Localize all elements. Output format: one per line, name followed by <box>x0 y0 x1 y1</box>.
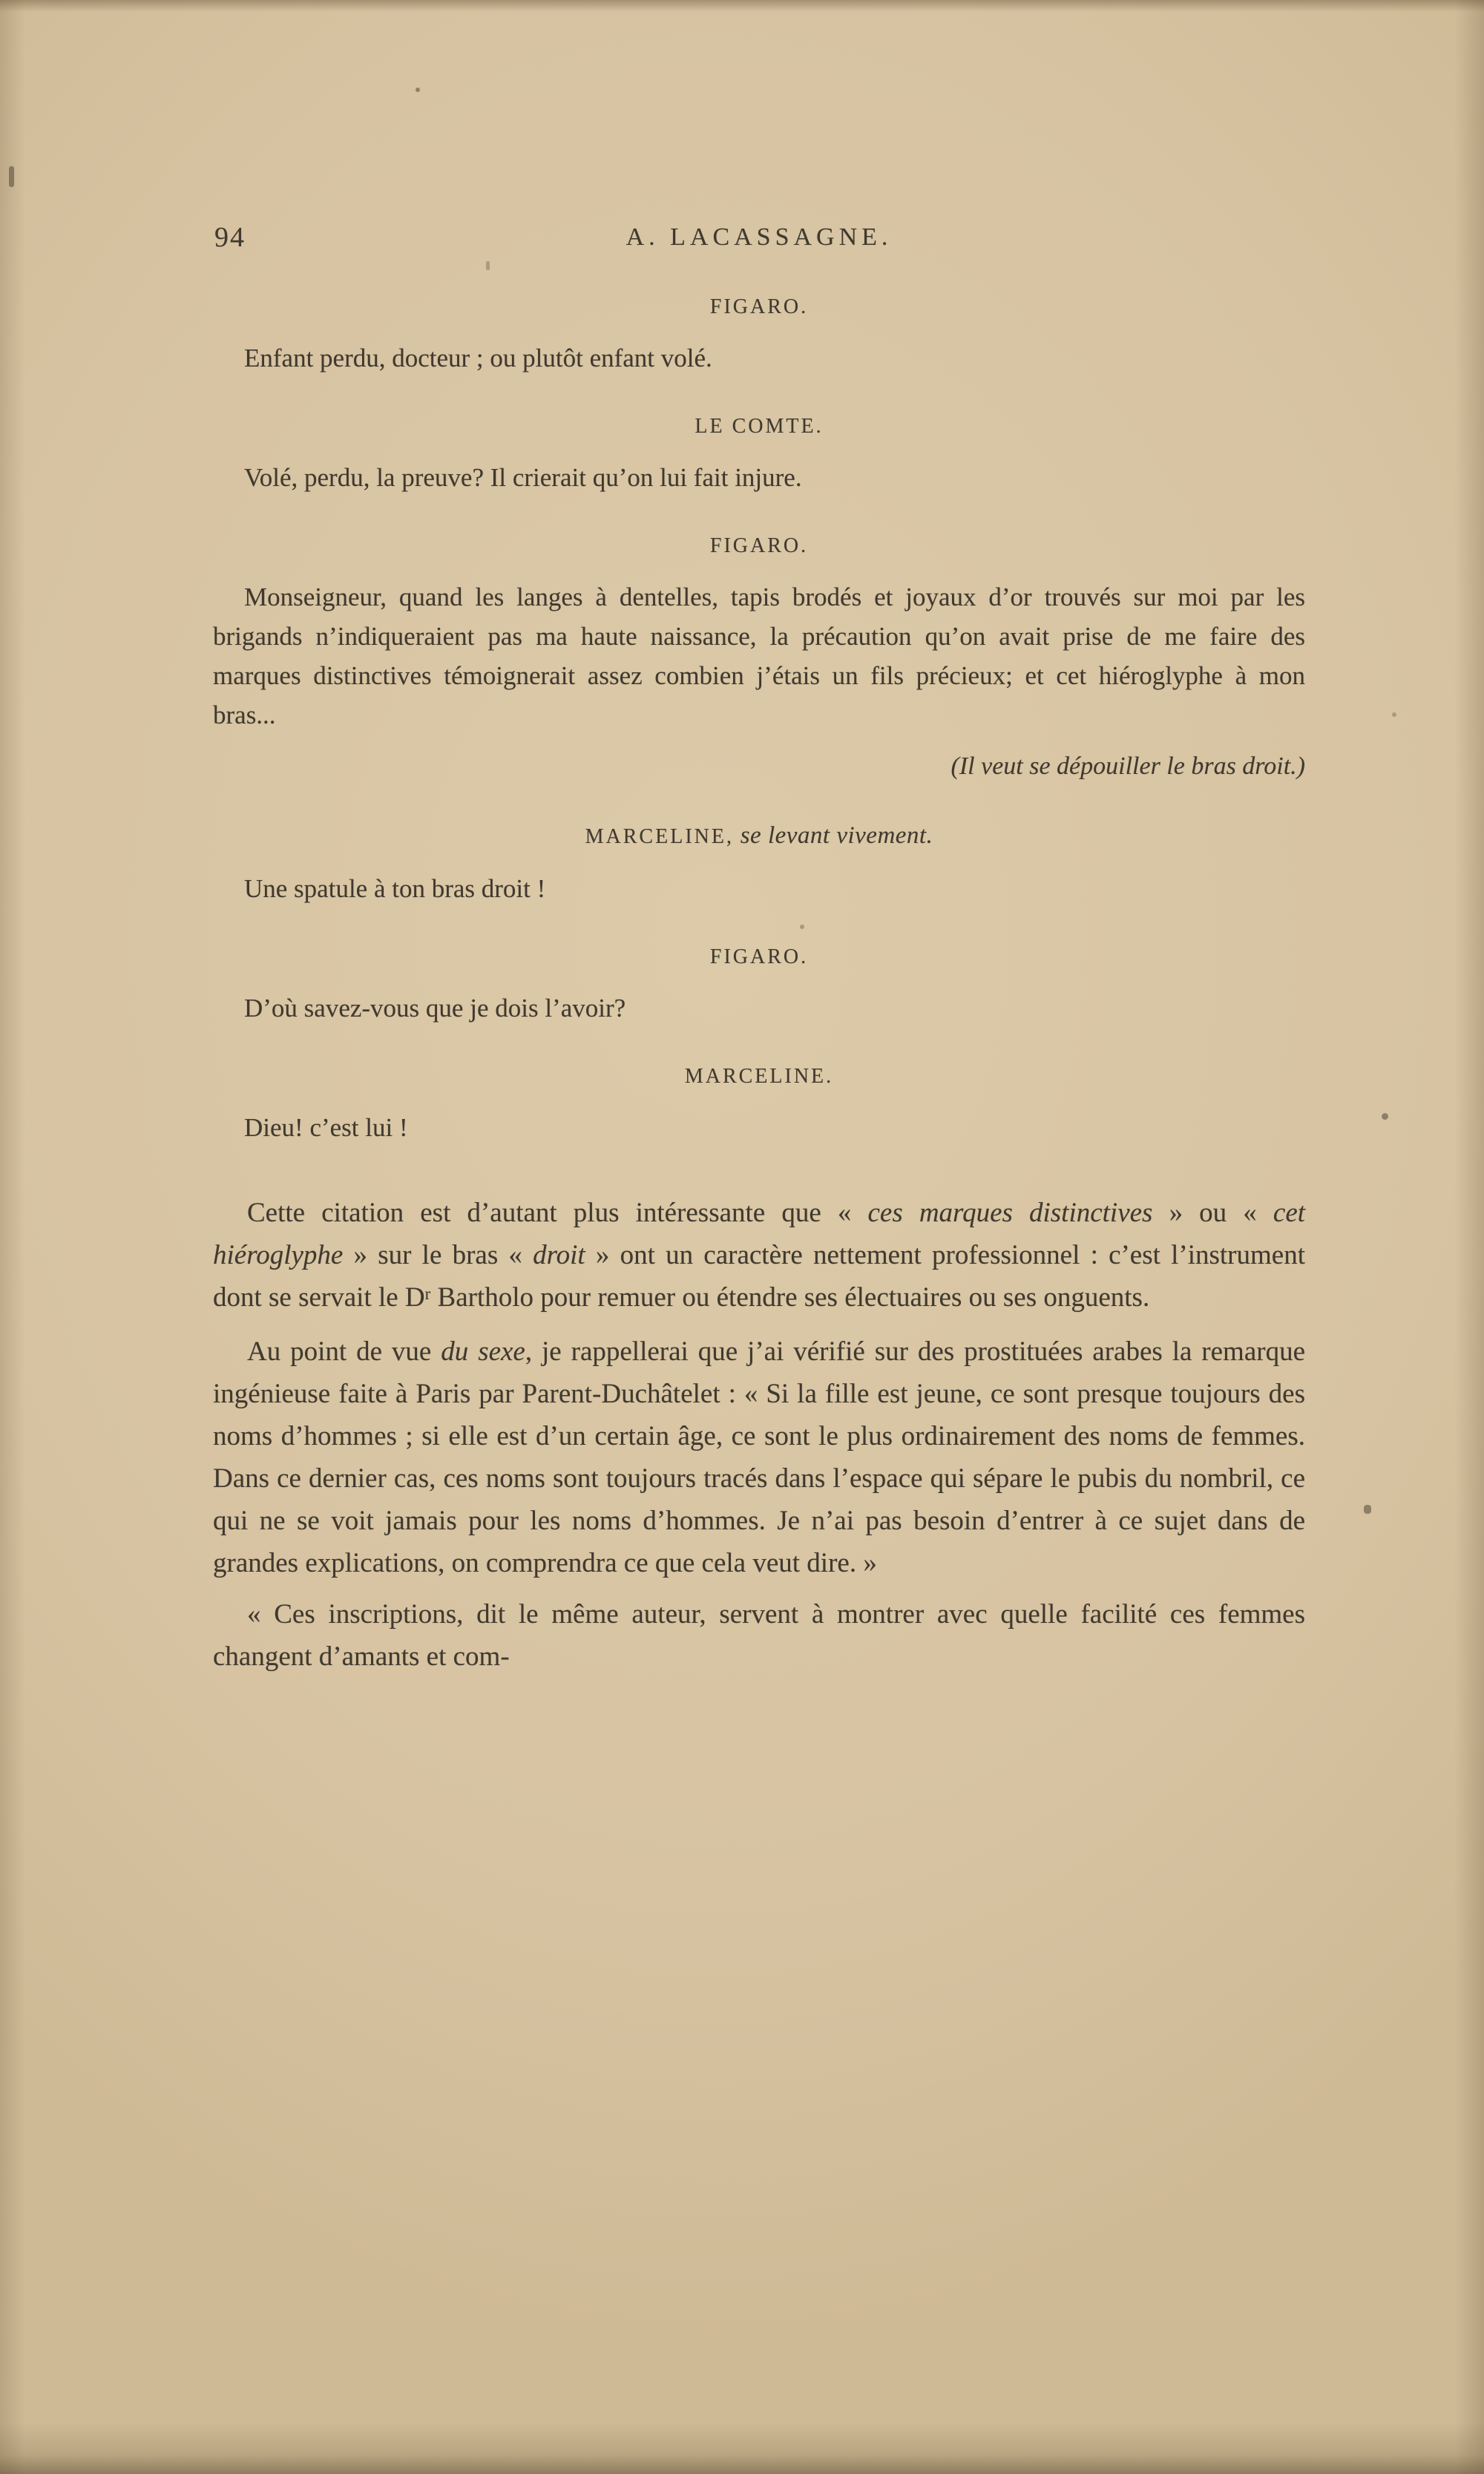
text-run: Bartholo pour remuer ou étendre ses électuaires ou ses onguents. <box>430 1282 1150 1313</box>
commentary <box>213 1192 1305 1678</box>
text-run: Au point de vue <box>247 1336 441 1367</box>
speaker-stage-note: se levant vivement. <box>733 822 933 849</box>
italic-run: droit <box>533 1240 585 1270</box>
commentary-paragraph <box>213 1192 1305 1322</box>
speaker-name: MARCELINE, <box>585 825 734 848</box>
paper-speck <box>1364 1505 1371 1514</box>
dialogue-line: Enfant perdu, docteur ; ou plutôt enfant volé. <box>244 344 712 373</box>
speaker-heading-figaro: FIGARO. <box>709 534 809 557</box>
paper-speck <box>416 88 420 92</box>
stage-direction: (Il veut se dépouiller le bras droit.) <box>951 752 1305 780</box>
commentary-paragraph <box>213 1593 1305 1678</box>
paper-speck <box>1392 712 1396 717</box>
speaker-heading-marceline: MARCELINE. <box>684 1065 834 1088</box>
running-title: A. LACASSAGNE. <box>626 223 893 251</box>
text-run: « Ces inscriptions, dit le même auteur, servent à montrer avec quelle facilité ces femmes changent d’amants et com- <box>213 1599 1305 1672</box>
dialogue-line: Dieu! c’est lui ! <box>244 1113 408 1142</box>
text-block <box>213 221 1305 1687</box>
figaro-monologue: Monseigneur, quand les langes à dentelles, tapis brodés et joyaux d’or trouvés sur moi par les brigands n’indiqueraient pas ma haute naissance, la précaution qu’on avait prise de me faire des marques distinctives témoignerait assez combien j’étais un fils précieux; et cet hiéroglyphe à mon bras... <box>213 583 1305 729</box>
text-run: » ou « <box>1152 1198 1273 1228</box>
superscript-run: r <box>424 1284 431 1304</box>
speaker-heading-figaro: FIGARO. <box>709 945 809 968</box>
italic-run: du sexe <box>441 1336 525 1367</box>
text-run: , je rappellerai que j’ai vérifié sur des prostituées arabes la remarque ingénieuse faite à Paris par Parent-Duchâtelet : « Si la fille est jeune, ce sont presque toujours des noms d’hommes ; si elle est d’un certain âge, ce sont le plus ordinairement des noms de femmes. Dans ce dernier cas, ces noms sont toujours tracés dans l’espace qui sépare le pubis du nombril, ce qui ne se voit jamais pour les noms d’hommes. Je n’ai pas besoin d’entrer à ce sujet dans de grandes explications, on comprendra ce que cela veut dire. » <box>213 1336 1306 1578</box>
speaker-heading-le-comte: LE COMTE. <box>695 415 824 438</box>
paper-speck <box>1382 1113 1388 1120</box>
italic-run: ces marques distinctives <box>867 1198 1153 1228</box>
page-number: 94 <box>214 222 246 253</box>
paper-speck <box>9 166 14 187</box>
dialogue-line: Volé, perdu, la preuve? Il crierait qu’on lui fait injure. <box>244 463 802 492</box>
italic-run: cet hiéroglyphe <box>213 1198 1306 1270</box>
page-header <box>213 221 1305 260</box>
speaker-heading-figaro: FIGARO. <box>709 295 809 318</box>
dialogue-line: Une spatule à ton bras droit ! <box>244 874 546 903</box>
play-excerpt <box>213 295 1305 1147</box>
text-run: » sur le bras « <box>343 1240 533 1270</box>
dialogue-line: D’où savez-vous que je dois l’avoir? <box>244 994 626 1023</box>
commentary-paragraph <box>213 1330 1305 1584</box>
text-run: Cette citation est d’autant plus intéressante que « <box>247 1198 868 1228</box>
speaker-heading-marceline <box>213 822 1305 850</box>
text-run: » ont un caractère nettement professionnel : c’est l’instrument dont se servait le D <box>213 1240 1305 1313</box>
